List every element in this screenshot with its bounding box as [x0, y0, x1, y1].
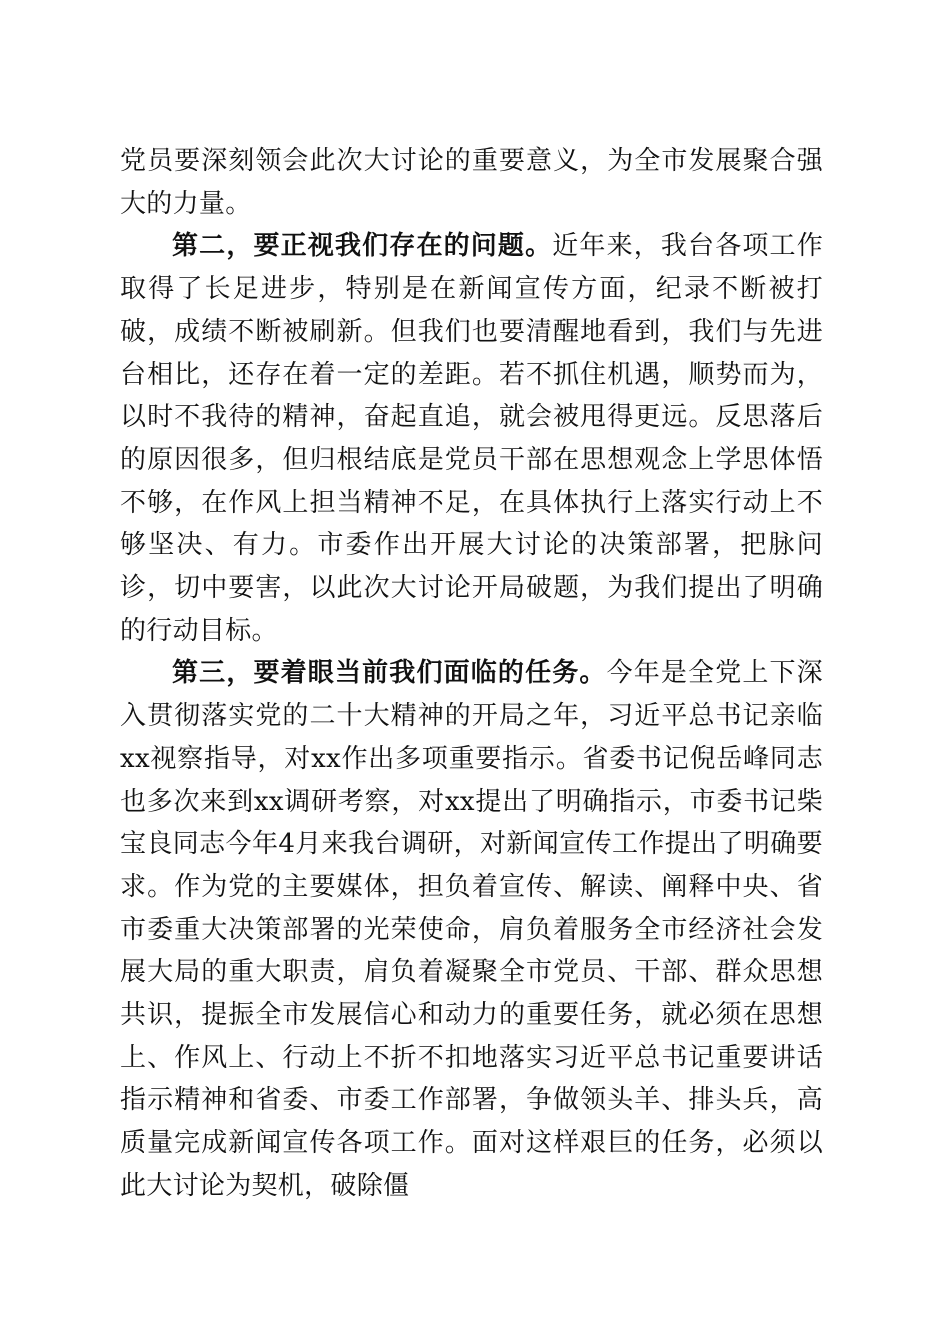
paragraph-lead-heading: 第三，要着眼当前我们面临的任务。: [172, 658, 607, 689]
paragraph-continuation: [120, 140, 823, 225]
paragraph-second-point: [120, 225, 823, 652]
paragraph-text: 今年是全党上下深入贯彻落实党的二十大精神的开局之年，习近平总书记亲临xx视察指导，对xx作出多项重要指示。省委书记倪岳峰同志也多次来到xx调研考察，对xx提出了明确指示，市委书记柴宝良同志今年4月来我台调研，对新闻宣传工作提出了明确要求。作为党的主要媒体，担负着宣传、解读、阐释中央、省市委重大决策部署的光荣使命，肩负着服务全市经济社会发展大局的重大职责，肩负着凝聚全市党员、干部、群众思想共识，提振全市发展信心和动力的重要任务，就必须在思想上、作风上、行动上不折不扣地落实习近平总书记重要讲话指示精神和省委、市委工作部署，争做领头羊、排头兵，高质量完成新闻宣传各项工作。面对这样艰巨的任务，必须以此大讨论为契机，破除僵: [120, 658, 823, 1201]
paragraph-text: 党员要深刻领会此次大讨论的重要意义，为全市发展聚合强大的力量。: [120, 146, 823, 219]
document-body: [120, 140, 823, 1208]
paragraph-lead-heading: 第二，要正视我们存在的问题。: [172, 231, 553, 262]
paragraph-text: 近年来，我台各项工作取得了长足进步，特别是在新闻宣传方面，纪录不断被打破，成绩不断被刷新。但我们也要清醒地看到，我们与先进台相比，还存在着一定的差距。若不抓住机遇，顺势而为，以时不我待的精神，奋起直追，就会被甩得更远。反思落后的原因很多，但归根结底是党员干部在思想观念上学思体悟不够，在作风上担当精神不足，在具体执行上落实行动上不够坚决、有力。市委作出开展大讨论的决策部署，把脉问诊，切中要害，以此次大讨论开局破题，为我们提出了明确的行动目标。: [120, 231, 823, 646]
paragraph-third-point: [120, 652, 823, 1207]
